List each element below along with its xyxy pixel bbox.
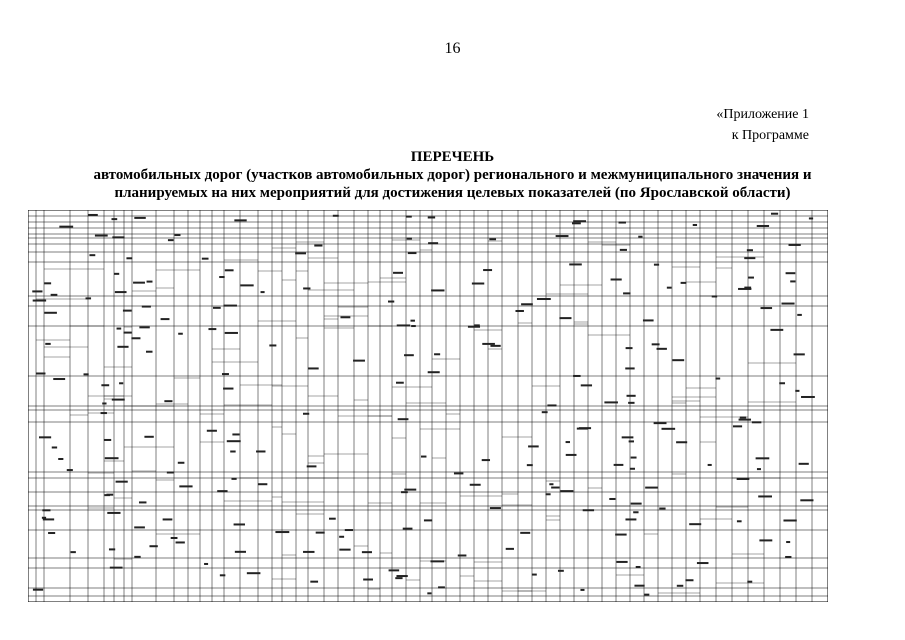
table-cell-text-mark bbox=[785, 556, 791, 558]
table-cell-text-mark bbox=[207, 430, 217, 432]
appendix-line-2: к Программе bbox=[731, 128, 809, 143]
roads-table bbox=[28, 210, 828, 602]
table-cell-text-mark bbox=[748, 277, 754, 279]
table-cell-text-mark bbox=[708, 464, 712, 466]
table-cell-text-mark bbox=[104, 439, 111, 441]
table-cell-text-mark bbox=[295, 252, 306, 254]
table-cell-text-mark bbox=[134, 217, 145, 219]
table-cell-text-mark bbox=[142, 306, 151, 308]
table-cell-text-mark bbox=[116, 481, 128, 483]
table-cell-text-mark bbox=[404, 489, 416, 491]
table-cell-text-mark bbox=[633, 511, 638, 513]
table-cell-text-mark bbox=[424, 519, 432, 521]
table-cell-text-mark bbox=[314, 245, 322, 247]
table-cell-text-mark bbox=[117, 346, 128, 348]
table-cell-text-mark bbox=[393, 272, 403, 274]
table-cell-text-mark bbox=[225, 332, 238, 334]
table-cell-text-mark bbox=[789, 244, 801, 246]
table-cell-text-mark bbox=[551, 487, 559, 489]
table-cell-text-mark bbox=[58, 458, 63, 460]
table-cell-text-mark bbox=[171, 537, 178, 539]
table-cell-text-mark bbox=[308, 367, 319, 369]
table-cell-text-mark bbox=[36, 372, 45, 374]
table-cell-text-mark bbox=[458, 554, 467, 556]
table-cell-text-mark bbox=[672, 359, 684, 361]
table-cell-text-mark bbox=[515, 310, 523, 312]
table-cell-text-mark bbox=[800, 499, 813, 501]
table-cell-text-mark bbox=[51, 294, 58, 296]
table-cell-text-mark bbox=[676, 441, 687, 443]
table-cell-text-mark bbox=[101, 384, 109, 386]
table-cell-text-mark bbox=[114, 273, 119, 275]
table-cell-text-mark bbox=[532, 574, 537, 576]
table-cell-text-mark bbox=[67, 469, 73, 471]
table-cell-text-mark bbox=[428, 216, 435, 218]
table-cell-text-mark bbox=[740, 417, 746, 419]
table-cell-text-mark bbox=[163, 518, 173, 520]
table-cell-text-mark bbox=[667, 287, 672, 289]
table-cell-text-mark bbox=[303, 287, 310, 289]
table-cell-text-mark bbox=[614, 464, 624, 466]
table-cell-text-mark bbox=[234, 219, 246, 221]
table-cell-text-mark bbox=[616, 561, 627, 563]
table-cell-text-mark bbox=[223, 305, 236, 307]
table-cell-text-mark bbox=[411, 325, 416, 327]
table-cell-text-mark bbox=[149, 545, 157, 547]
table-cell-text-mark bbox=[88, 214, 98, 216]
table-cell-text-mark bbox=[809, 217, 813, 219]
table-cell-text-mark bbox=[483, 269, 492, 271]
table-cell-text-mark bbox=[474, 324, 480, 326]
table-cell-text-mark bbox=[631, 457, 637, 459]
table-cell-text-mark bbox=[52, 446, 57, 448]
table-cell-text-mark bbox=[625, 367, 634, 369]
table-cell-text-mark bbox=[123, 310, 132, 312]
table-cell-text-mark bbox=[219, 276, 224, 278]
table-cell-text-mark bbox=[43, 518, 54, 520]
table-cell-text-mark bbox=[53, 378, 65, 380]
table-cell-text-mark bbox=[623, 292, 630, 294]
table-cell-text-mark bbox=[677, 585, 683, 587]
table-cell-text-mark bbox=[227, 440, 241, 442]
table-cell-text-mark bbox=[44, 312, 57, 314]
table-cell-text-mark bbox=[520, 532, 530, 534]
table-cell-text-mark bbox=[333, 215, 339, 217]
table-cell-text-mark bbox=[716, 378, 721, 380]
table-cell-text-mark bbox=[33, 300, 46, 302]
table-cell-text-mark bbox=[144, 436, 153, 438]
table-cell-text-mark bbox=[559, 317, 571, 319]
table-cell-text-mark bbox=[178, 333, 183, 335]
table-cell-text-mark bbox=[490, 507, 501, 509]
table-cell-text-mark bbox=[174, 234, 180, 236]
table-cell-text-mark bbox=[105, 457, 119, 459]
table-cell-text-mark bbox=[101, 412, 107, 414]
table-cell-text-mark bbox=[261, 291, 265, 293]
table-cell-text-mark bbox=[604, 401, 618, 403]
title-heading: ПЕРЕЧЕНЬ bbox=[410, 149, 495, 165]
table-cell-text-mark bbox=[759, 539, 772, 541]
table-cell-text-mark bbox=[89, 254, 95, 256]
table-cell-text-mark bbox=[329, 518, 336, 520]
table-cell-text-mark bbox=[577, 428, 588, 430]
table-cell-text-mark bbox=[428, 371, 440, 373]
table-cell-text-mark bbox=[247, 572, 261, 574]
table-cell-text-mark bbox=[434, 353, 440, 355]
table-cell-text-mark bbox=[580, 589, 584, 591]
table-cell-text-mark bbox=[112, 236, 124, 238]
table-cell-text-mark bbox=[693, 224, 697, 226]
table-cell-text-mark bbox=[208, 328, 216, 330]
table-cell-text-mark bbox=[556, 235, 569, 237]
table-cell-text-mark bbox=[756, 457, 770, 459]
table-cell-text-mark bbox=[178, 462, 185, 464]
table-cell-text-mark bbox=[71, 551, 76, 553]
table-cell-text-mark bbox=[269, 344, 276, 346]
table-cell-text-mark bbox=[179, 485, 192, 487]
table-cell-text-mark bbox=[59, 226, 73, 228]
table-cell-text-mark bbox=[430, 560, 444, 562]
table-cell-text-mark bbox=[546, 493, 551, 495]
table-cell-text-mark bbox=[634, 585, 644, 587]
table-cell-text-mark bbox=[757, 468, 761, 470]
table-cell-text-mark bbox=[438, 586, 445, 588]
table-cell-text-mark bbox=[303, 413, 309, 415]
table-cell-text-mark bbox=[119, 382, 123, 384]
table-cell-text-mark bbox=[470, 484, 481, 486]
table-cell-text-mark bbox=[222, 373, 229, 375]
table-cell-text-mark bbox=[490, 345, 500, 347]
table-cell-text-mark bbox=[421, 456, 426, 458]
table-cell-text-mark bbox=[737, 520, 742, 522]
table-cell-text-mark bbox=[396, 575, 407, 577]
table-cell-text-mark bbox=[631, 503, 642, 505]
table-cell-text-mark bbox=[316, 532, 325, 534]
table-cell-text-mark bbox=[176, 541, 185, 543]
table-cell-text-mark bbox=[340, 316, 350, 318]
table-cell-text-mark bbox=[428, 242, 438, 244]
table-cell-text-mark bbox=[558, 570, 564, 572]
table-cell-text-mark bbox=[353, 360, 365, 362]
table-cell-text-mark bbox=[644, 594, 649, 596]
table-cell-text-mark bbox=[786, 272, 796, 274]
table-cell-text-mark bbox=[638, 236, 642, 238]
table-cell-text-mark bbox=[566, 441, 570, 443]
table-cell-text-mark bbox=[310, 581, 318, 583]
table-cell-text-mark bbox=[234, 523, 245, 525]
page-number: 16 bbox=[444, 40, 461, 57]
table-cell-text-mark bbox=[32, 290, 42, 292]
table-cell-text-mark bbox=[747, 581, 752, 583]
table-cell-text-mark bbox=[573, 220, 586, 222]
table-cell-text-mark bbox=[771, 213, 778, 215]
table-cell-text-mark bbox=[645, 487, 658, 489]
table-cell-text-mark bbox=[662, 428, 676, 430]
table-cell-text-mark bbox=[801, 396, 815, 398]
table-cell-text-mark bbox=[737, 478, 750, 480]
table-cell-text-mark bbox=[410, 320, 414, 322]
table-cell-text-mark bbox=[712, 295, 717, 297]
table-cell-text-mark bbox=[752, 421, 762, 423]
appendix-label bbox=[716, 104, 809, 146]
table-cell-text-mark bbox=[643, 319, 654, 321]
table-cell-text-mark bbox=[794, 353, 805, 355]
table-cell-text-mark bbox=[542, 411, 548, 413]
table-cell-text-mark bbox=[404, 354, 414, 356]
table-cell-text-mark bbox=[146, 351, 153, 353]
table-cell-text-mark bbox=[363, 579, 373, 581]
table-cell-text-mark bbox=[619, 222, 626, 224]
table-cell-text-mark bbox=[744, 257, 755, 259]
table-cell-text-mark bbox=[685, 579, 693, 581]
table-cell-text-mark bbox=[528, 445, 539, 447]
table-cell-text-mark bbox=[112, 399, 125, 401]
table-cell-text-mark bbox=[454, 472, 463, 474]
table-cell-text-mark bbox=[689, 523, 701, 525]
table-cell-text-mark bbox=[622, 436, 634, 438]
table-cell-text-mark bbox=[654, 264, 659, 266]
table-cell-text-mark bbox=[547, 404, 556, 406]
table-cell-text-mark bbox=[407, 238, 412, 240]
table-cell-text-mark bbox=[761, 307, 773, 309]
table-cell-text-mark bbox=[573, 375, 580, 377]
table-cell-text-mark bbox=[339, 549, 350, 551]
table-cell-text-mark bbox=[109, 548, 115, 550]
table-cell-text-mark bbox=[275, 531, 289, 533]
table-cell-text-mark bbox=[225, 269, 234, 271]
table-cell-text-mark bbox=[697, 562, 709, 564]
table-cell-text-mark bbox=[133, 282, 145, 284]
table-cell-text-mark bbox=[629, 440, 634, 442]
table-cell-text-mark bbox=[106, 494, 113, 496]
table-cell-text-mark bbox=[86, 297, 92, 299]
table-cell-text-mark bbox=[781, 303, 794, 305]
table-cell-text-mark bbox=[167, 471, 174, 473]
table-cell-text-mark bbox=[42, 509, 50, 511]
table-cell-text-mark bbox=[204, 563, 208, 565]
table-cell-text-mark bbox=[654, 422, 667, 424]
table-cell-text-mark bbox=[388, 301, 394, 303]
table-cell-text-mark bbox=[489, 238, 496, 240]
table-cell-text-mark bbox=[583, 509, 594, 511]
table-cell-text-mark bbox=[620, 249, 627, 251]
table-cell-text-mark bbox=[213, 307, 221, 309]
table-cell-text-mark bbox=[102, 402, 106, 404]
table-cell-text-mark bbox=[521, 303, 533, 305]
table-cell-text-mark bbox=[790, 280, 795, 282]
table-cell-text-mark bbox=[681, 282, 687, 284]
table-cell-text-mark bbox=[506, 548, 514, 550]
table-cell-text-mark bbox=[110, 567, 123, 569]
table-cell-text-mark bbox=[147, 281, 153, 283]
table-cell-text-mark bbox=[307, 465, 317, 467]
table-cell-text-mark bbox=[560, 490, 573, 492]
table-cell-text-mark bbox=[581, 384, 592, 386]
table-cell-text-mark bbox=[408, 252, 417, 254]
table-cell-text-mark bbox=[115, 291, 127, 293]
table-cell-text-mark bbox=[625, 518, 636, 520]
table-cell-text-mark bbox=[389, 569, 400, 571]
title-subheading-2: планируемых на них мероприятий для достижения целевых показателей (по Ярославской области) bbox=[114, 185, 791, 201]
table-cell-text-mark bbox=[797, 314, 802, 316]
table-cell-text-mark bbox=[124, 332, 132, 334]
table-cell-text-mark bbox=[240, 284, 253, 286]
table-cell-text-mark bbox=[303, 551, 314, 553]
table-cell-text-mark bbox=[482, 343, 495, 345]
table-cell-text-mark bbox=[770, 329, 783, 331]
table-cell-text-mark bbox=[795, 390, 799, 392]
table-cell-text-mark bbox=[217, 490, 227, 492]
table-cell-text-mark bbox=[235, 551, 246, 553]
table-cell-text-mark bbox=[569, 263, 582, 265]
table-cell-text-mark bbox=[139, 326, 149, 328]
table-cell-text-mark bbox=[627, 395, 636, 397]
table-cell-text-mark bbox=[566, 454, 577, 456]
table-cell-text-mark bbox=[744, 287, 751, 289]
table-cell-text-mark bbox=[657, 348, 667, 350]
table-cell-text-mark bbox=[431, 289, 444, 291]
table-cell-text-mark bbox=[779, 382, 785, 384]
table-cell-text-mark bbox=[107, 512, 120, 514]
table-cell-text-mark bbox=[398, 418, 409, 420]
roads-table-grid bbox=[28, 210, 828, 602]
table-cell-text-mark bbox=[396, 382, 404, 384]
table-cell-text-mark bbox=[652, 343, 660, 345]
table-cell-text-mark bbox=[472, 283, 484, 285]
table-cell-text-mark bbox=[397, 324, 411, 326]
table-cell-text-mark bbox=[549, 483, 553, 485]
table-cell-text-mark bbox=[258, 483, 267, 485]
table-cell-text-mark bbox=[117, 328, 122, 330]
table-cell-text-mark bbox=[783, 519, 796, 521]
table-cell-text-mark bbox=[134, 556, 140, 558]
table-cell-text-mark bbox=[401, 491, 408, 493]
table-cell-text-mark bbox=[786, 541, 790, 543]
table-cell-text-mark bbox=[758, 495, 772, 497]
table-cell-text-mark bbox=[615, 534, 626, 536]
table-cell-text-mark bbox=[168, 239, 174, 241]
table-cell-text-mark bbox=[44, 282, 51, 284]
table-cell-text-mark bbox=[739, 419, 751, 421]
table-cell-text-mark bbox=[220, 574, 226, 576]
table-cell-text-mark bbox=[39, 436, 51, 438]
table-cell-text-mark bbox=[537, 298, 551, 300]
table-cell-text-mark bbox=[609, 498, 615, 500]
table-cell-text-mark bbox=[231, 478, 236, 480]
table-cell-text-mark bbox=[164, 400, 172, 402]
table-cell-text-mark bbox=[733, 425, 742, 427]
table-cell-text-mark bbox=[482, 459, 490, 461]
appendix-line-1: «Приложение 1 bbox=[716, 107, 809, 122]
table-cell-text-mark bbox=[757, 225, 769, 227]
table-cell-text-mark bbox=[84, 373, 89, 375]
table-cell-text-mark bbox=[126, 257, 132, 259]
table-cell-text-mark bbox=[139, 501, 146, 503]
table-cell-text-mark bbox=[406, 216, 412, 218]
table-cell-text-mark bbox=[659, 508, 665, 510]
table-cell-text-mark bbox=[345, 529, 353, 531]
table-cell-text-mark bbox=[131, 337, 140, 339]
document-title bbox=[40, 148, 865, 202]
table-cell-text-mark bbox=[256, 450, 265, 452]
table-cell-text-mark bbox=[223, 388, 233, 390]
table-cell-text-mark bbox=[232, 433, 239, 435]
table-cell-text-mark bbox=[630, 468, 635, 470]
table-cell-text-mark bbox=[161, 318, 170, 320]
table-cell-text-mark bbox=[339, 536, 344, 538]
table-cell-text-mark bbox=[427, 592, 431, 594]
table-cell-text-mark bbox=[230, 451, 235, 453]
table-cell-text-mark bbox=[45, 343, 50, 345]
table-cell-text-mark bbox=[626, 347, 633, 349]
table-cell-text-mark bbox=[395, 577, 402, 579]
table-cell-text-mark bbox=[799, 463, 809, 465]
table-cell-text-mark bbox=[111, 218, 117, 220]
table-cell-text-mark bbox=[747, 249, 753, 251]
table-cell-text-mark bbox=[527, 464, 533, 466]
table-cell-text-mark bbox=[572, 222, 581, 224]
table-cell-text-mark bbox=[611, 278, 622, 280]
table-cell-text-mark bbox=[636, 566, 641, 568]
table-cell-text-mark bbox=[134, 526, 145, 528]
table-cell-text-mark bbox=[628, 402, 634, 404]
title-subheading-1: автомобильных дорог (участков автомобильных дорог) регионального и межмуниципального значения и bbox=[93, 167, 812, 183]
table-cell-text-mark bbox=[362, 551, 372, 553]
table-cell-text-mark bbox=[33, 589, 43, 591]
table-cell-text-mark bbox=[48, 532, 55, 534]
table-cell-text-mark bbox=[202, 258, 209, 260]
table-cell-text-mark bbox=[403, 528, 413, 530]
table-cell-text-mark bbox=[95, 235, 108, 237]
